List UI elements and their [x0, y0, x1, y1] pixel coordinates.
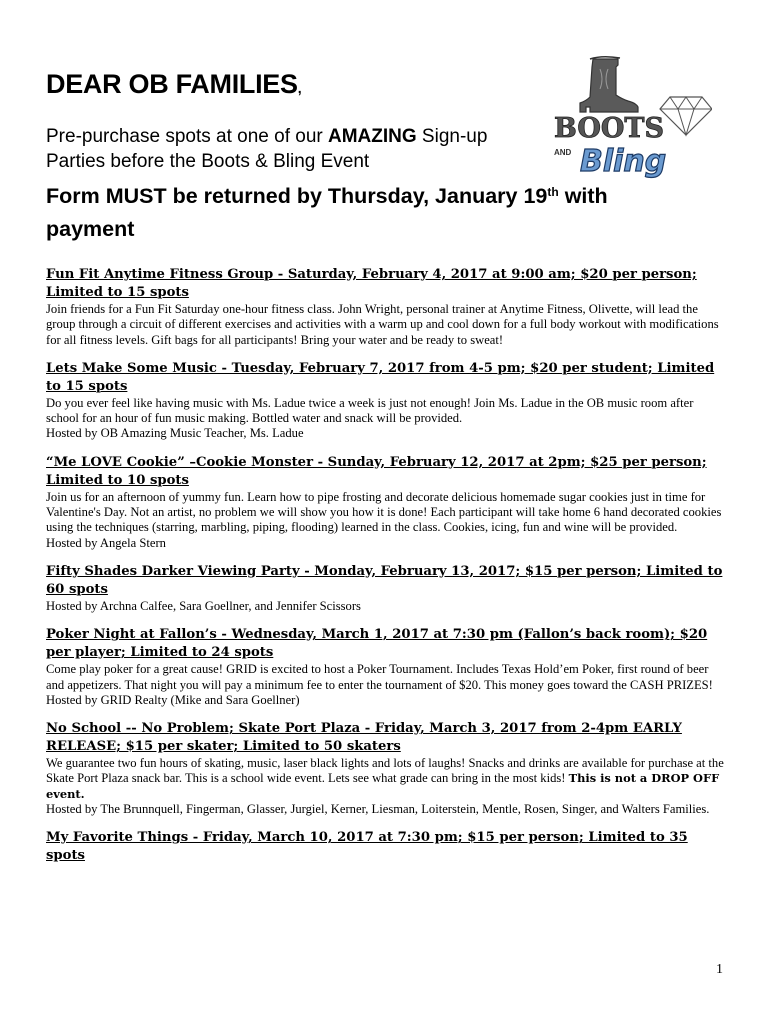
event-heading: My Favorite Things - Friday, March 10, 2017 at 7:30 pm; $15 per person; Limited to 35 spots [46, 830, 688, 864]
event-item [46, 454, 726, 551]
event-heading: “Me LOVE Cookie” –Cookie Monster - Sunday, February 12, 2017 at 2pm; $25 per person; Limited to 10 spots [46, 454, 707, 488]
event-heading: Fifty Shades Darker Viewing Party - Monday, February 13, 2017; $15 per person; Limited to 60 spots [46, 563, 723, 597]
event-description: Join us for an afternoon of yummy fun. Learn how to pipe frosting and decorate delicious homemade sugar cookies just in time for Valentine's Day. Not an artist, no problem we will show you how it is done! Each participant will take home 6 hand decorated cookies using the techniques (starring, marbling, piping, flooding) learned in the class. Cookies, icing, fun and wine will be provided. [46, 489, 722, 535]
event-item [46, 720, 726, 817]
event-description: Hosted by Archna Calfee, Sara Goellner, and Jennifer Scissors [46, 598, 361, 613]
logo-word-boots: BOOTS [554, 113, 664, 144]
page-title [46, 66, 546, 106]
event-item [46, 829, 726, 865]
logo-word-and: AND [554, 148, 572, 157]
event-host: Hosted by Angela Stern [46, 535, 166, 550]
page-number: 1 [716, 962, 723, 977]
event-list [46, 266, 726, 877]
subtitle [46, 124, 526, 174]
event-item [46, 626, 726, 708]
subtitle-emphasis: AMAZING [328, 126, 417, 147]
title-comma: , [297, 80, 302, 96]
deadline-text: Form MUST be returned by Thursday, January 19 [46, 184, 548, 208]
page-title-text: DEAR OB FAMILIES [46, 69, 298, 99]
event-description: Join friends for a Fun Fit Saturday one-hour fitness class. John Wright, personal trainer at Anytime Fitness, Olivette, will lead the group through a circuit of different exercises and activities with a warm up and cool down for a full body workout with modifications for all fitness levels. Gift bags for all participants! Bring your water and be ready to sweat! [46, 302, 719, 347]
deadline-notice [46, 180, 686, 246]
event-description: Do you ever feel like having music with Ms. Ladue twice a week is just not enough! Join Ms. Ladue in the OB music room after school for an hour of fun music making. Bottled water and snack will be provided. [46, 395, 694, 426]
header [46, 66, 546, 174]
deadline-text-end: with payment [46, 184, 608, 241]
event-description-emphasis: This is not a DROP OFF event. [46, 771, 720, 801]
event-host: Hosted by OB Amazing Music Teacher, Ms. Ladue [46, 426, 304, 441]
event-description: Come play poker for a great cause! GRID is excited to host a Poker Tournament. Includes Texas Hold’em Poker, first round of beer and appetizers. That night you will pay a minimum fee to enter the tournament of $20. This money goes toward the CASH PRIZES! [46, 662, 713, 692]
event-description: Hosted by The Brunnquell, Fingerman, Glasser, Jurgiel, Kerner, Liesman, Loiterstein, Mentle, Rosen, Singer, and Walters Families. [46, 802, 710, 817]
logo-word-bling: Bling [580, 144, 667, 179]
event-description-text: We guarantee two fun hours of skating, music, laser black lights and lots of laughs! Snacks and drinks are available for purchase at the Skate Port Plaza snack bar. This is a school wide event. Lets see what grade can bring in the most kids! [46, 756, 724, 786]
event-host: Hosted by GRID Realty (Mike and Sara Goellner) [46, 692, 300, 707]
event-item [46, 266, 726, 348]
boots-and-bling-logo [552, 55, 712, 180]
event-heading: Poker Night at Fallon’s - Wednesday, March 1, 2017 at 7:30 pm (Fallon’s back room); $20 per player; Limited to 24 spots [46, 627, 708, 661]
cowboy-boot-icon [580, 57, 638, 112]
event-heading: Fun Fit Anytime Fitness Group - Saturday, February 4, 2017 at 9:00 am; $20 per person; Limited to 15 spots [46, 267, 697, 300]
subtitle-text: Pre-purchase spots at one of our [46, 126, 328, 147]
event-item [46, 563, 726, 614]
diamond-icon [660, 97, 712, 135]
event-heading: Lets Make Some Music - Tuesday, February 7, 2017 from 4-5 pm; $20 per student; Limited to 15 spots [46, 360, 715, 394]
subtitle-text-end: Sign-up Parties before the Boots & Bling Event [46, 126, 488, 172]
event-heading: No School -- No Problem; Skate Port Plaza - Friday, March 3, 2017 from 2-4pm EARLY RELEASE; $15 per skater; Limited to 50 skaters [46, 721, 682, 755]
event-description [46, 756, 726, 802]
deadline-superscript: th [547, 185, 559, 199]
event-item [46, 360, 726, 442]
